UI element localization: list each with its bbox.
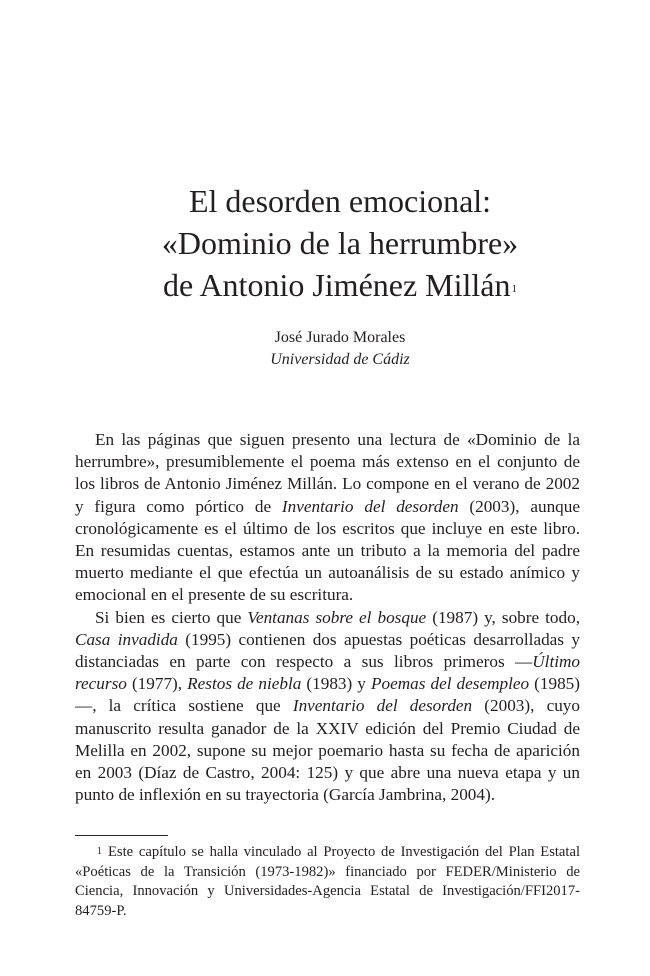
text-run: En las páginas que siguen presento una lectura de «Dominio de la herrumbre», presumiblemente el poema más extenso en el conjunto de los libros de Antonio Jiménez Millán. Lo compone en el verano de 2002 y figura como pórtico de bbox=[75, 430, 580, 516]
body-text bbox=[75, 429, 580, 806]
book-title: Restos de niebla bbox=[187, 674, 302, 694]
footnote-separator bbox=[75, 835, 168, 836]
author-block bbox=[120, 327, 560, 371]
title-footnote-mark[interactable]: 1 bbox=[511, 283, 517, 295]
title-line-3-text: de Antonio Jiménez Millán bbox=[163, 267, 511, 303]
title-line-1: El desorden emocional: bbox=[188, 183, 492, 219]
text-run: (2003), cuyo manuscrito resulta ganador de la XXIV edición del Premio Ciudad de Melilla en 2002, supone su mejor poemario hasta su fecha de aparición en 2003 (Díaz de Castro, 2004: 125) y que abre una nueva etapa y un punto de inflexión en su trayectoria (García Jambrina, 2004). bbox=[75, 696, 580, 805]
title-line-3 bbox=[120, 264, 560, 306]
text-run: (1987) y, sobre todo, bbox=[426, 607, 581, 627]
book-title: Casa invadida bbox=[75, 629, 178, 649]
book-title: Ventanas sobre el bosque bbox=[247, 607, 427, 627]
paragraph-1 bbox=[75, 429, 580, 607]
footnote-text: Este capítulo se halla vinculado al Proyecto de Investigación del Plan Estatal «Poéticas de la Transición (1973-1982)» financiado por FEDER/Ministerio de Ciencia, Innovación y Universidades-Agencia Estatal de Investigación/FFI2017-84759-P. bbox=[75, 844, 580, 919]
text-run: (1983) y bbox=[301, 674, 371, 694]
book-title: Inventario del desorden bbox=[292, 696, 473, 716]
text-run: (2003), aunque cronológicamente es el último de los escritos que incluye en este libro. En resumidas cuentas, estamos ante un tributo a la memoria del padre muerto mediante el que efectúa un autoanálisis de su estado anímico y emocional en el presente de su escritura. bbox=[75, 496, 580, 605]
text-run: (1995) contienen dos apuestas poéticas desarrolladas y distanciadas en parte con respecto a sus libros primeros — bbox=[75, 629, 580, 672]
paragraph-2 bbox=[75, 607, 580, 807]
text-run: (1985)—, la crítica sostiene que bbox=[75, 674, 580, 716]
title-line-2: «Dominio de la herrumbre» bbox=[161, 225, 519, 261]
book-title: Poemas del desempleo bbox=[370, 674, 530, 694]
text-run: Si bien es cierto que bbox=[95, 607, 248, 627]
footnote-mark: 1 bbox=[97, 846, 102, 857]
author-affiliation: Universidad de Cádiz bbox=[270, 351, 410, 368]
book-title: Último recurso bbox=[75, 652, 580, 694]
author-name: José Jurado Morales bbox=[274, 329, 406, 346]
book-title: Inventario del desorden bbox=[281, 496, 459, 516]
footnote bbox=[75, 843, 580, 921]
text-run: (1977), bbox=[126, 674, 188, 694]
chapter-title bbox=[120, 180, 560, 306]
